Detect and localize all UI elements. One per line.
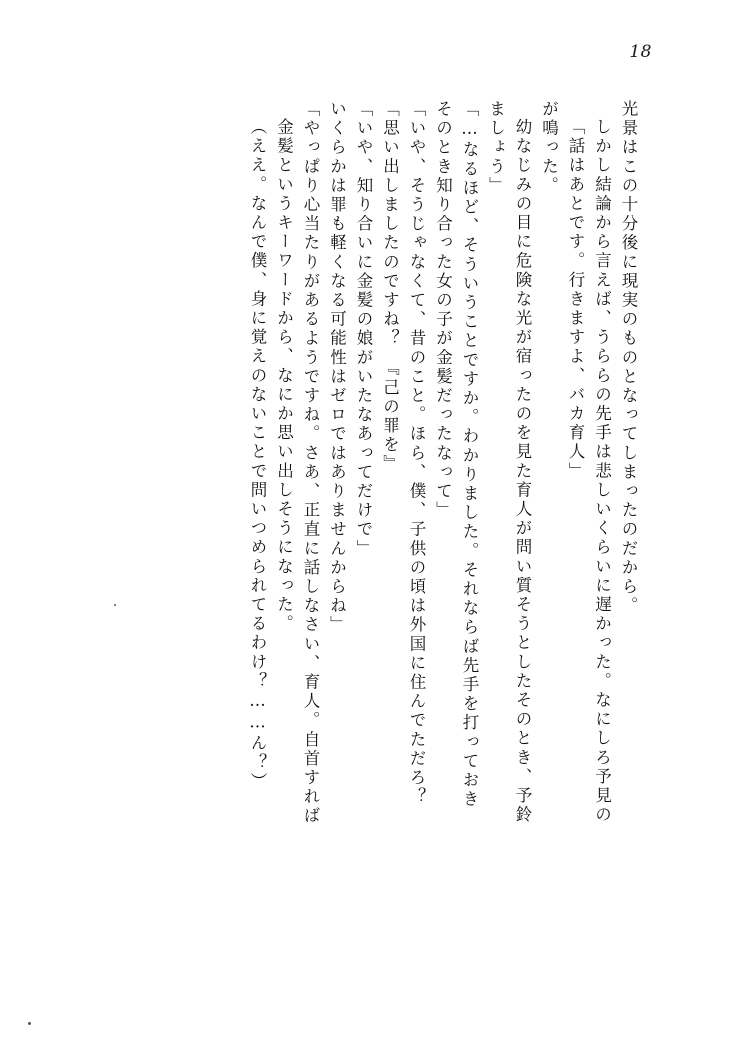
text-line: いくらかは罪も軽くなる可能性はゼロではありませんからね」 — [327, 100, 347, 635]
text-line: 「…なるほど、そういうことですか。わかりました。それならば先手を打っておき — [460, 100, 479, 810]
text-line: 「思い出しましたのですね？ 『己の罪を』 — [380, 100, 400, 474]
text-line: （ええ。なんで僕、身に覚えのないことで問いつめられてるわけ？……ん？） — [248, 118, 267, 792]
text-line: そのとき知り合った女の子が金髪だったなって」 — [433, 100, 453, 521]
text-line: 金髪というキーワードから、なにか思い出しそうになった。 — [274, 118, 294, 634]
vertical-text-block — [239, 100, 637, 930]
text-line: が鳴った。 — [539, 100, 559, 196]
text-line: 光景はこの十分後に現実のものとなってしまったのだから。 — [619, 100, 638, 616]
text-line: しかし結論から言えば、うららの先手は悲しいくらいに遅かった。なにしろ予見の — [592, 118, 612, 825]
text-line: 「やっぱり心当たりがあるようですね。さあ、正直に話しなさい、育人。自首すれば — [301, 100, 320, 826]
paper-speck — [28, 1022, 31, 1025]
text-line: 「いや、そうじゃなくて、昔のこと。ほら、僕、子供の頃は外国に住んでただろ？ — [407, 100, 426, 807]
text-line: 「話はあとです。行きますよ、バカ育人」 — [566, 118, 585, 481]
text-line: 「いや、知り合いに金髪の娘がいたなあってだけで」 — [354, 100, 373, 559]
paper-speck — [114, 604, 116, 606]
page-number: 18 — [629, 42, 652, 62]
text-line: 幼なじみの目に危険な光が宿ったのを見た育人が問い質そうとしたそのとき、予鈴 — [513, 118, 532, 825]
text-line: ましょう」 — [486, 100, 506, 196]
